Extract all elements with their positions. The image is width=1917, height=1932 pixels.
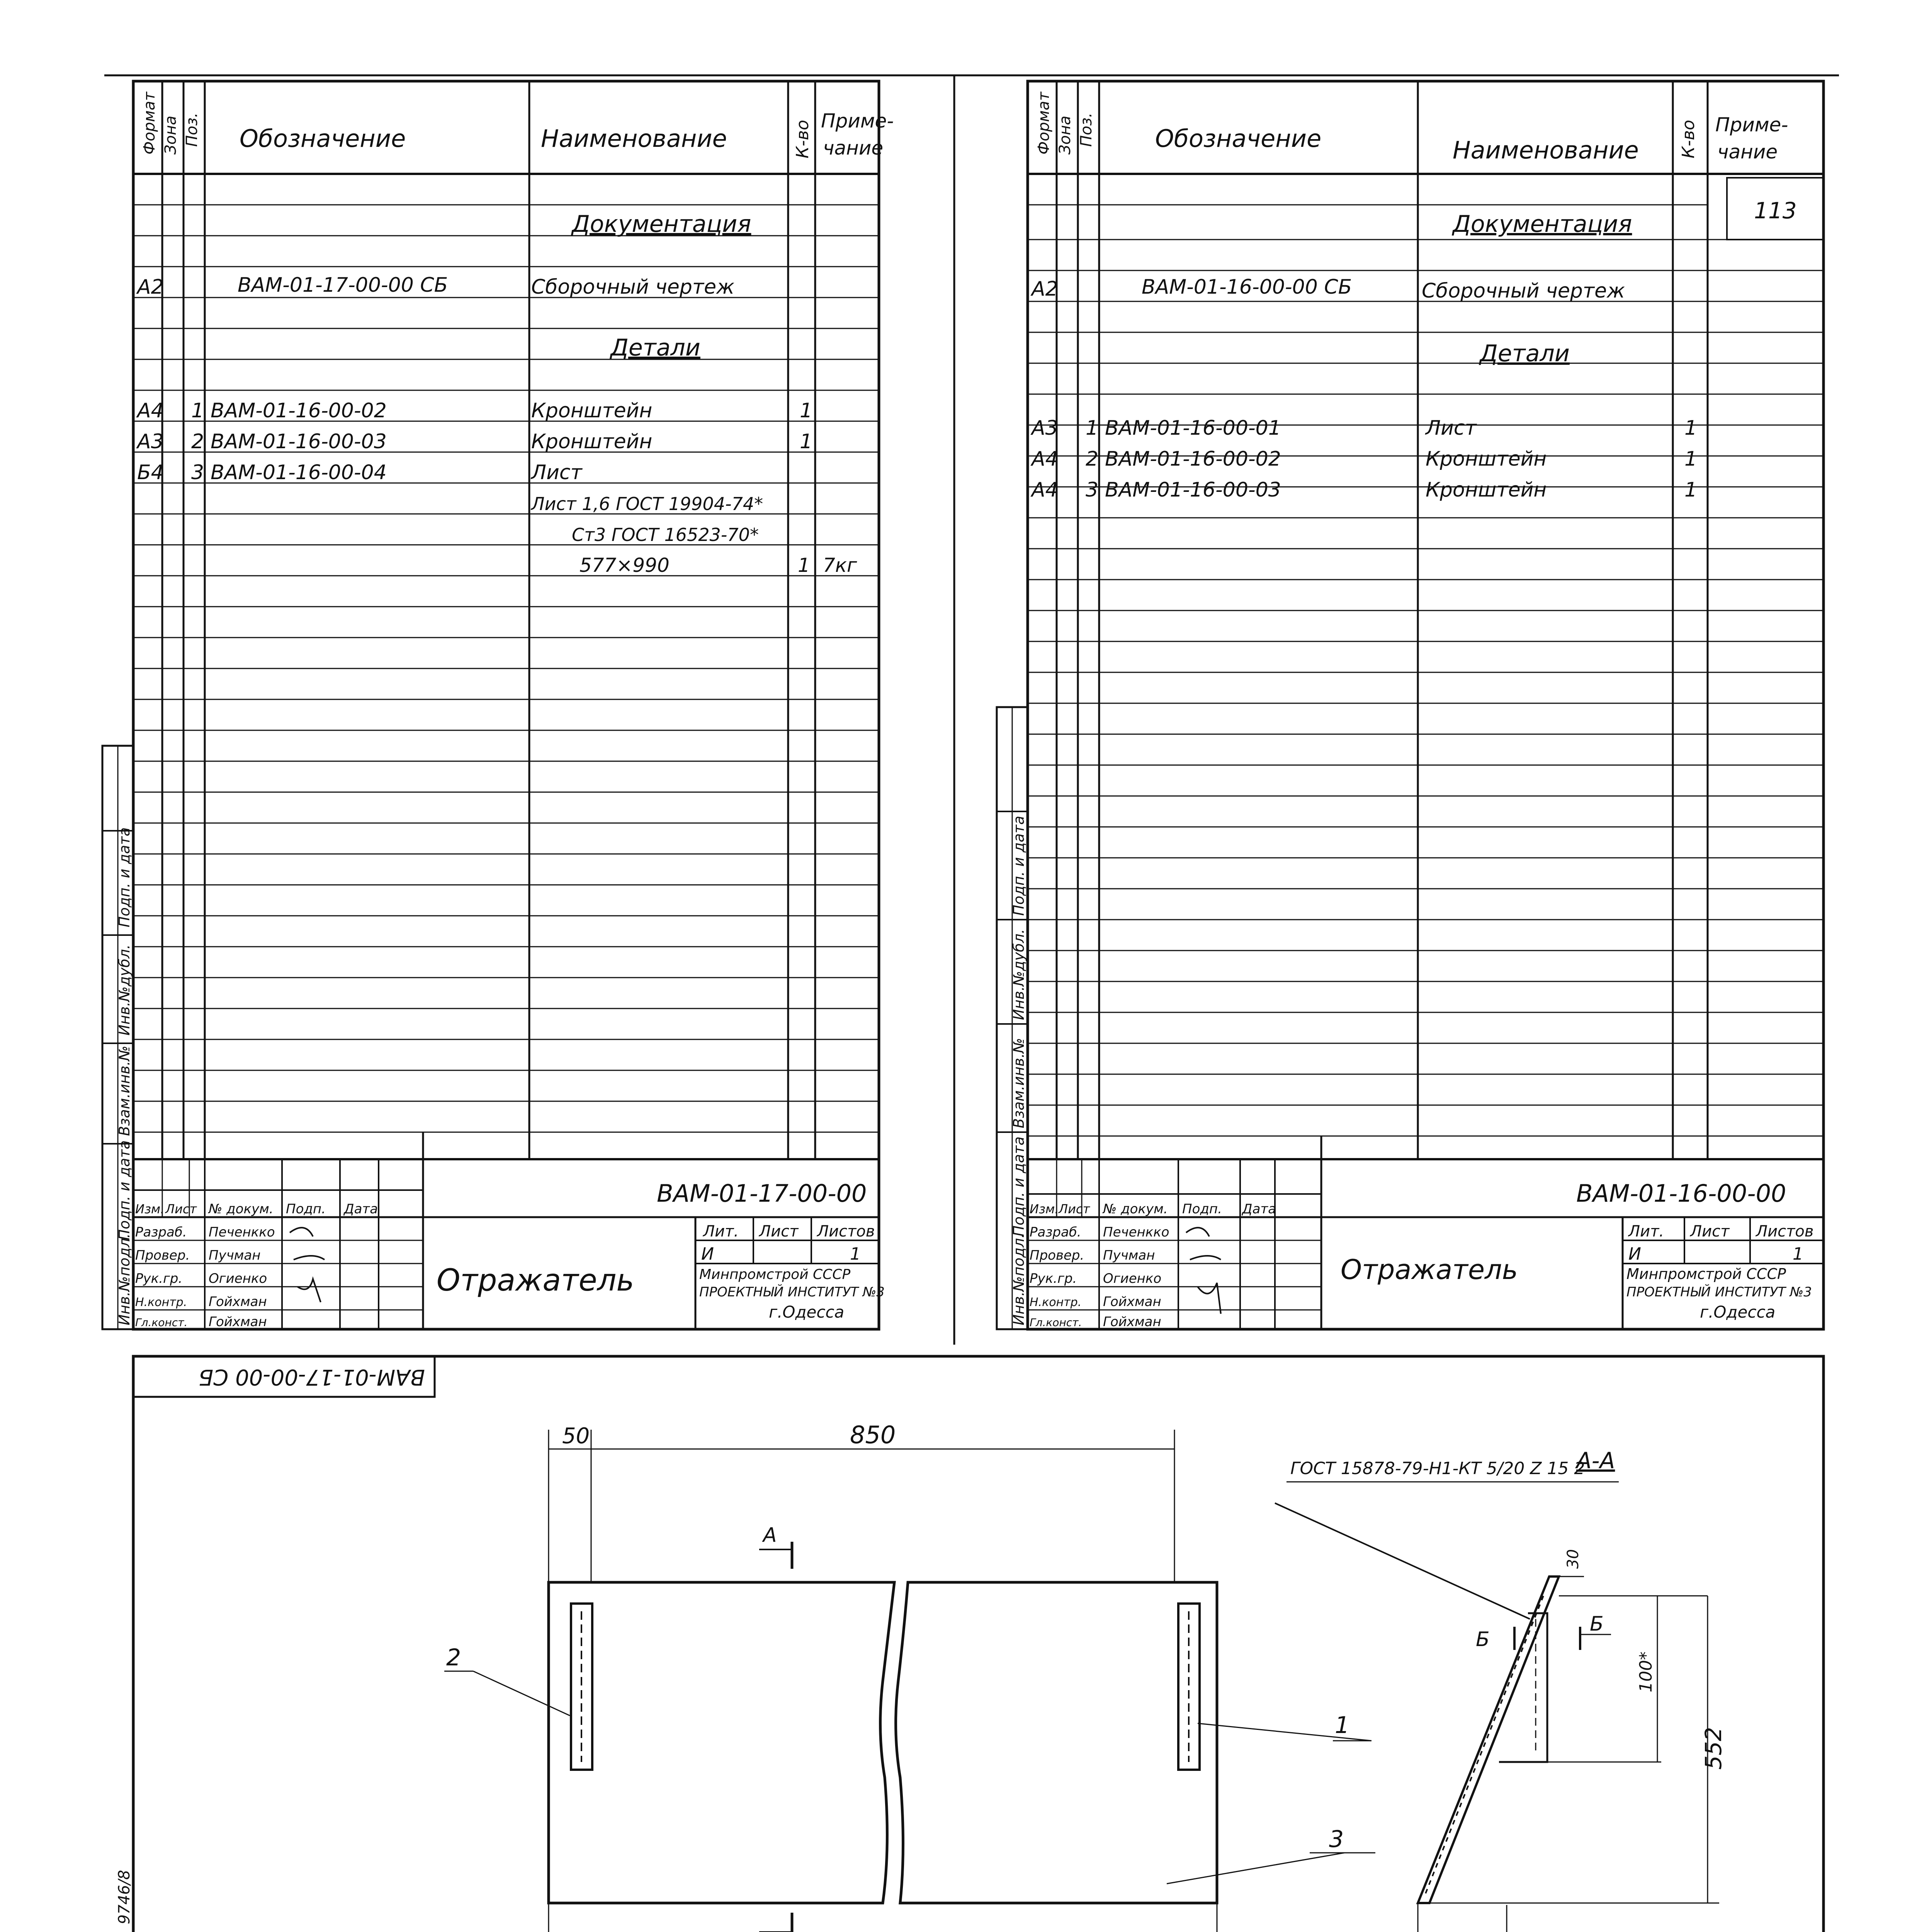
left-specification [102,81,894,1330]
svg-text:Лист: Лист [531,461,582,484]
side-number: 9746/8 [116,1870,133,1924]
svg-text:1: 1 [1684,478,1698,502]
svg-text:Лист: Лист [1426,417,1477,440]
svg-text:№ докум.: № докум. [1103,1201,1168,1217]
svg-text:Сборочный чертеж: Сборочный чертеж [531,276,734,299]
svg-text:ВАМ-01-17-00-00 СБ: ВАМ-01-17-00-00 СБ [238,274,448,297]
svg-text:ВАМ-01-16-00-03: ВАМ-01-16-00-03 [211,430,387,453]
svg-text:Минпромстрой СССР: Минпромстрой СССР [699,1267,851,1282]
svg-text:Взам.инв.№: Взам.инв.№ [1010,1038,1027,1128]
svg-text:Изм.: Изм. [1030,1202,1059,1216]
svg-text:г.Одесса: г.Одесса [1700,1303,1776,1321]
section-documentation: Документация [572,211,751,238]
svg-text:Подп.: Подп. [1182,1201,1222,1217]
svg-text:ВАМ-01-16-00-02: ВАМ-01-16-00-02 [211,399,387,422]
col-zone-header: Зона [162,116,180,155]
svg-text:Рук.гр.: Рук.гр. [135,1271,183,1286]
svg-text:Инв.№подл.: Инв.№подл. [1010,1233,1027,1325]
svg-text:1: 1 [850,1244,861,1264]
col-name-header: Наименование [541,124,727,153]
callout-3: 3 [1329,1826,1344,1853]
svg-text:3: 3 [1086,478,1099,502]
svg-text:Лист: Лист [759,1223,799,1240]
svg-text:Листов: Листов [1756,1223,1814,1240]
svg-text:Б4: Б4 [137,461,164,484]
svg-text:Провер.: Провер. [1030,1248,1084,1263]
table-row [136,399,812,422]
svg-text:ВАМ-01-16-00-00 СБ: ВАМ-01-16-00-00 СБ [1142,276,1352,299]
svg-text:Н.контр.: Н.контр. [1030,1296,1082,1309]
table-row [1030,447,1697,471]
svg-text:1: 1 [1684,447,1698,471]
table-row [137,461,583,484]
svg-text:Кронштейн: Кронштейн [1426,478,1547,502]
svg-text:Изм.: Изм. [135,1202,165,1216]
svg-text:Формат: Формат [1035,92,1053,155]
table-row [1030,417,1697,440]
right-title-block [1028,1136,1824,1330]
reflector-sheet-section [1418,1577,1559,1903]
svg-text:Взам.инв.№: Взам.инв.№ [116,1046,133,1136]
col-pos-header: Поз. [183,112,201,147]
dim-850: 850 [850,1421,896,1449]
page-number: 113 [1754,197,1797,224]
svg-text:Обозначение: Обозначение [1155,124,1322,153]
material-line: Ст3 ГОСТ 16523-70* [572,524,759,545]
svg-text:ВАМ-01-16-00-04: ВАМ-01-16-00-04 [211,461,387,484]
svg-text:А2: А2 [137,276,164,299]
svg-text:Инв.№подл.: Инв.№подл. [116,1233,133,1325]
svg-text:1: 1 [1793,1244,1803,1264]
table-row [136,430,812,453]
right-side-stamp [997,707,1028,1329]
svg-text:Гойхман: Гойхман [1103,1314,1161,1330]
col-format-header: Формат [141,92,158,155]
table-row [1030,276,1625,303]
callout-1: 1 [1335,1712,1350,1739]
dim-552: 552 [1700,1727,1727,1770]
svg-text:2: 2 [191,430,204,453]
right-doc-title: Отражатель [1341,1254,1518,1286]
svg-text:3: 3 [191,461,204,484]
svg-text:ПРОЕКТНЫЙ ИНСТИТУТ №3: ПРОЕКТНЫЙ ИНСТИТУТ №3 [1626,1284,1812,1300]
left-doc-code: ВАМ-01-17-00-00 [657,1179,867,1208]
svg-text:Разраб.: Разраб. [135,1225,187,1240]
svg-text:1: 1 [1684,417,1698,440]
svg-text:1: 1 [800,399,813,422]
svg-text:Минпромстрой СССР: Минпромстрой СССР [1626,1265,1786,1282]
svg-text:Приме-: Приме- [1715,114,1788,136]
svg-text:Документация: Документация [1453,211,1632,238]
svg-text:Провер.: Провер. [135,1248,190,1263]
col-note-header-b: чание [823,137,884,159]
svg-text:Печенкко: Печенкко [1103,1225,1169,1240]
svg-text:Огиенко: Огиенко [209,1271,267,1286]
svg-text:Огиенко: Огиенко [1103,1271,1162,1286]
cut-mark-a-top: А [763,1524,777,1547]
svg-text:ВАМ-01-16-00-02: ВАМ-01-16-00-02 [1105,447,1281,471]
svg-text:К-во: К-во [1679,120,1698,158]
svg-text:А2: А2 [1032,277,1058,301]
svg-text:Кронштейн: Кронштейн [531,399,653,422]
section-parts: Детали [610,334,700,361]
svg-text:Подп. и дата: Подп. и дата [1010,816,1027,916]
svg-text:ВАМ-01-16-00-03: ВАМ-01-16-00-03 [1105,478,1281,502]
svg-text:Подп. и дата: Подп. и дата [1010,1136,1027,1236]
svg-text:ПРОЕКТНЫЙ ИНСТИТУТ №3: ПРОЕКТНЫЙ ИНСТИТУТ №3 [699,1284,885,1300]
svg-text:Гл.конст.: Гл.конст. [1030,1316,1082,1329]
svg-text:Гойхман: Гойхман [1103,1294,1161,1310]
svg-text:чание: чание [1717,141,1778,163]
svg-text:Лист: Лист [165,1202,197,1216]
left-title-block [133,1132,885,1330]
table-row [1030,478,1697,502]
left-row-lines [133,205,879,1132]
svg-text:Дата: Дата [1242,1201,1276,1217]
svg-text:Кронштейн: Кронштейн [531,430,653,453]
front-view [444,1421,1375,1932]
svg-text:Рук.гр.: Рук.гр. [1030,1271,1077,1286]
svg-text:Инв.№дубл.: Инв.№дубл. [116,944,133,1036]
col-qty-header: К-во [793,120,812,158]
material-line: Лист 1,6 ГОСТ 19904-74* [531,493,763,514]
svg-text:Кронштейн: Кронштейн [1426,447,1547,471]
corner-code: ВАМ-01-17-00-00 СБ [198,1364,425,1389]
svg-text:ВАМ-01-16-00-01: ВАМ-01-16-00-01 [1105,417,1281,440]
svg-text:№ докум.: № докум. [209,1201,274,1217]
svg-text:Дата: Дата [344,1201,378,1217]
weld-note: ГОСТ 15878-79-Н1-КТ 5/20 Z 15 2 [1290,1459,1585,1478]
material-qty: 1 [798,554,810,577]
left-spec-frame [133,81,879,1329]
material-line: 577×990 [580,554,670,577]
svg-text:Лит.: Лит. [1628,1223,1664,1240]
svg-text:Гойхман: Гойхман [209,1314,267,1330]
svg-text:Подп. и дата: Подп. и дата [116,827,133,927]
svg-text:Лит.: Лит. [703,1223,739,1240]
material-note: 7кг [823,554,857,577]
left-side-stamp [102,746,133,1329]
dim-100: 100* [1636,1651,1656,1692]
svg-text:Инв.№дубл.: Инв.№дубл. [1010,929,1027,1020]
svg-text:А3: А3 [1032,417,1058,440]
col-designation-header: Обозначение [240,124,406,153]
callout-2: 2 [446,1644,461,1671]
section-view-a-a [1275,1447,1727,1932]
dim-30: 30 [1564,1549,1582,1569]
section-title: А-А [1576,1447,1615,1474]
svg-text:Сборочный чертеж: Сборочный чертеж [1422,279,1625,303]
svg-text:Н.контр.: Н.контр. [135,1296,187,1309]
svg-text:Наименование: Наименование [1453,136,1639,164]
assembly-drawing [102,1356,1824,1932]
svg-text:Пучман: Пучман [1103,1248,1155,1263]
svg-text:Подп.: Подп. [286,1201,326,1217]
view-b-right: Б [1590,1612,1604,1636]
svg-text:Разраб.: Разраб. [1030,1225,1081,1240]
svg-text:А3: А3 [137,430,164,453]
svg-text:1: 1 [191,399,204,422]
svg-text:И: И [1628,1244,1641,1264]
svg-text:А4: А4 [1032,447,1058,471]
svg-text:г.Одесса: г.Одесса [769,1303,845,1321]
col-note-header-a: Приме- [821,110,894,132]
svg-text:Листов: Листов [817,1223,875,1240]
svg-text:Подп. и дата: Подп. и дата [116,1140,133,1240]
svg-text:Лист: Лист [1059,1202,1090,1216]
svg-text:Поз.: Поз. [1077,112,1095,147]
svg-text:Лист: Лист [1690,1223,1730,1240]
svg-text:Гойхман: Гойхман [209,1294,267,1310]
svg-text:А4: А4 [1032,478,1058,502]
svg-text:И: И [701,1244,714,1264]
svg-text:2: 2 [1086,447,1099,471]
left-doc-title: Отражатель [437,1263,634,1298]
table-row [136,274,734,299]
drawing-frame [133,1356,1824,1932]
svg-text:Пучман: Пучман [209,1248,261,1263]
svg-text:1: 1 [1086,417,1099,440]
view-b-left: Б [1476,1628,1490,1651]
right-specification [997,81,1824,1330]
svg-text:А4: А4 [137,399,164,422]
svg-text:Гл.конст.: Гл.конст. [135,1316,188,1329]
svg-text:Детали: Детали [1480,340,1570,367]
dim-50: 50 [562,1423,590,1449]
right-doc-code: ВАМ-01-16-00-00 [1576,1179,1786,1208]
drawing-side-stamp [102,1870,133,1932]
svg-text:1: 1 [800,430,813,453]
svg-text:Зона: Зона [1056,116,1074,155]
svg-text:Печенкко: Печенкко [209,1225,275,1240]
signature-scribbles [290,1228,325,1302]
